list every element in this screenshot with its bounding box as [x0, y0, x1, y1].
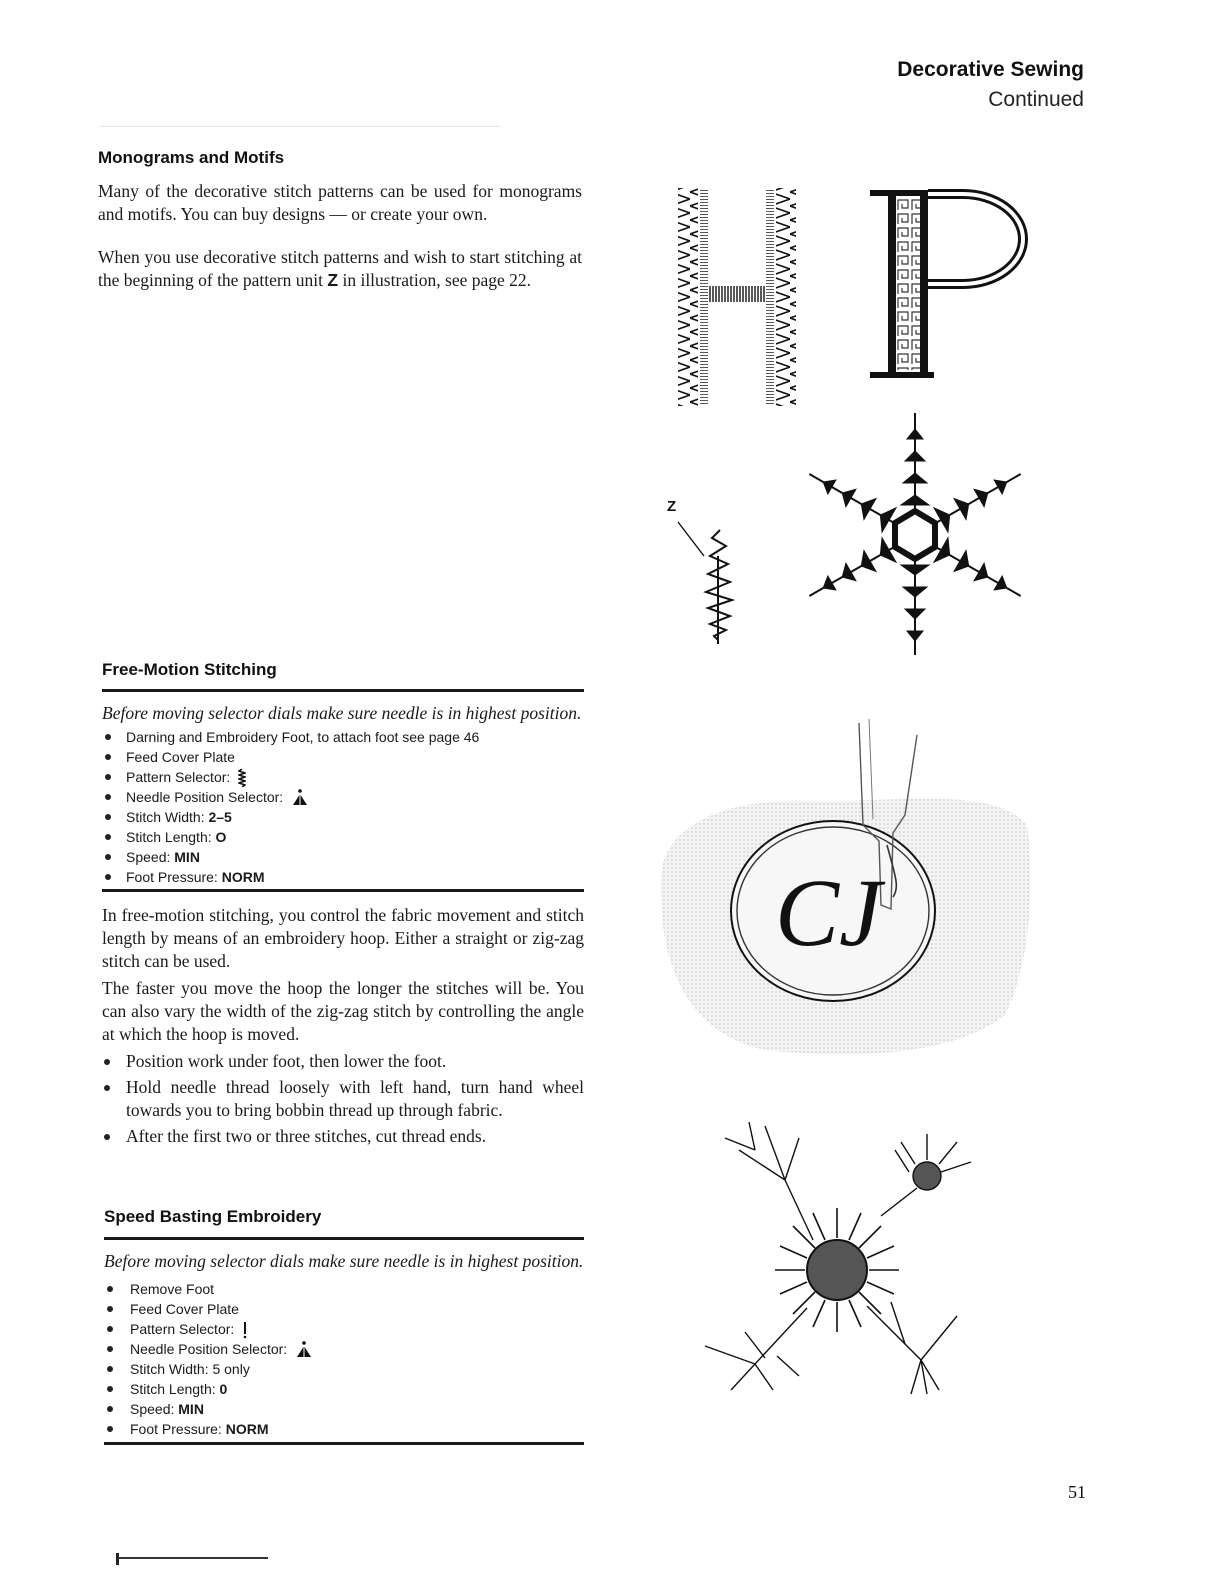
monogram-h-illustration	[670, 178, 810, 413]
speed-basting-heading: Speed Basting Embroidery	[104, 1207, 322, 1226]
straight-stitch-icon	[242, 1321, 248, 1339]
monogram-p-illustration	[868, 184, 1028, 384]
setting-needle-position: Needle Position Selector:	[104, 1339, 584, 1359]
setting-stitch-width: Stitch Width: 2–5	[102, 807, 584, 827]
free-motion-para-2: The faster you move the hoop the longer the stitches will be. You can also vary the width of the zig-zag stitch by controlling the angle at which the hoop is moved.	[102, 978, 584, 1044]
snowflake-motif-illustration	[800, 405, 1030, 655]
setting-foot-pressure: Foot Pressure: NORM	[104, 1419, 584, 1439]
section-subtitle: Continued	[988, 88, 1084, 111]
footer-mark	[116, 1553, 119, 1565]
page-number: 51	[1068, 1482, 1086, 1502]
monograms-section	[98, 148, 582, 292]
setting-needle-position: Needle Position Selector:	[102, 787, 584, 807]
free-motion-steps	[102, 1050, 584, 1148]
setting-feed-cover: Feed Cover Plate	[104, 1299, 584, 1319]
setting-pattern-selector: Pattern Selector:	[102, 767, 584, 787]
setting-stitch-length: Stitch Length: 0	[104, 1379, 584, 1399]
hoop-monogram-text: CJ	[775, 859, 882, 966]
setting-pattern-selector: Pattern Selector:	[104, 1319, 584, 1339]
zigzag-stitch-icon	[238, 769, 246, 787]
unit-z-label: Z	[667, 498, 677, 515]
free-motion-note: Before moving selector dials make sure needle is in highest position.	[102, 703, 582, 723]
setting-remove-foot: Remove Foot	[104, 1279, 584, 1299]
needle-position-icon	[291, 789, 309, 807]
speed-basting-motif-illustration	[695, 1120, 985, 1400]
speed-basting-settings	[104, 1279, 584, 1439]
free-motion-heading: Free-Motion Stitching	[102, 660, 277, 679]
setting-speed: Speed: MIN	[104, 1399, 584, 1419]
setting-feed-cover: Feed Cover Plate	[102, 747, 584, 767]
free-motion-settings	[102, 727, 584, 887]
footer-rule	[118, 1557, 268, 1559]
setting-foot: Darning and Embroidery Foot, to attach foot see page 46	[102, 727, 584, 747]
speed-basting-top-rule	[104, 1237, 584, 1240]
setting-stitch-length: Stitch Length: O	[102, 827, 584, 847]
free-motion-bottom-rule	[102, 889, 584, 892]
step-item: Position work under foot, then lower the foot.	[102, 1050, 584, 1073]
speed-basting-section	[104, 1207, 584, 1445]
setting-foot-pressure: Foot Pressure: NORM	[102, 867, 584, 887]
step-item: Hold needle thread loosely with left hand, turn hand wheel towards you to bring bobbin thread up through fabric.	[102, 1076, 584, 1122]
section-title: Decorative Sewing	[897, 58, 1084, 81]
monograms-para-2: When you use decorative stitch patterns and wish to start stitching at the beginning of the pattern unit Z in illustration, see page 22.	[98, 247, 582, 290]
monograms-para-1: Many of the decorative stitch patterns can be used for monograms and motifs. You can buy designs — or create your own.	[98, 181, 582, 224]
step-item: After the first two or three stitches, cut thread ends.	[102, 1125, 584, 1148]
free-motion-para-1: In free-motion stitching, you control the fabric movement and stitch length by means of an embroidery hoop. Either a straight or zig-zag stitch can be used.	[102, 905, 584, 971]
free-motion-top-rule	[102, 689, 584, 692]
setting-speed: Speed: MIN	[102, 847, 584, 867]
speed-basting-note: Before moving selector dials make sure needle is in highest position.	[104, 1251, 584, 1271]
free-motion-section	[102, 660, 584, 1151]
setting-stitch-width: Stitch Width: 5 only	[104, 1359, 584, 1379]
monograms-heading: Monograms and Motifs	[98, 148, 285, 167]
embroidery-hoop-illustration	[655, 715, 1035, 1065]
pattern-unit-illustration	[670, 516, 750, 646]
needle-position-icon	[295, 1341, 313, 1359]
speed-basting-bottom-rule	[104, 1442, 584, 1445]
header-divider	[100, 126, 500, 127]
